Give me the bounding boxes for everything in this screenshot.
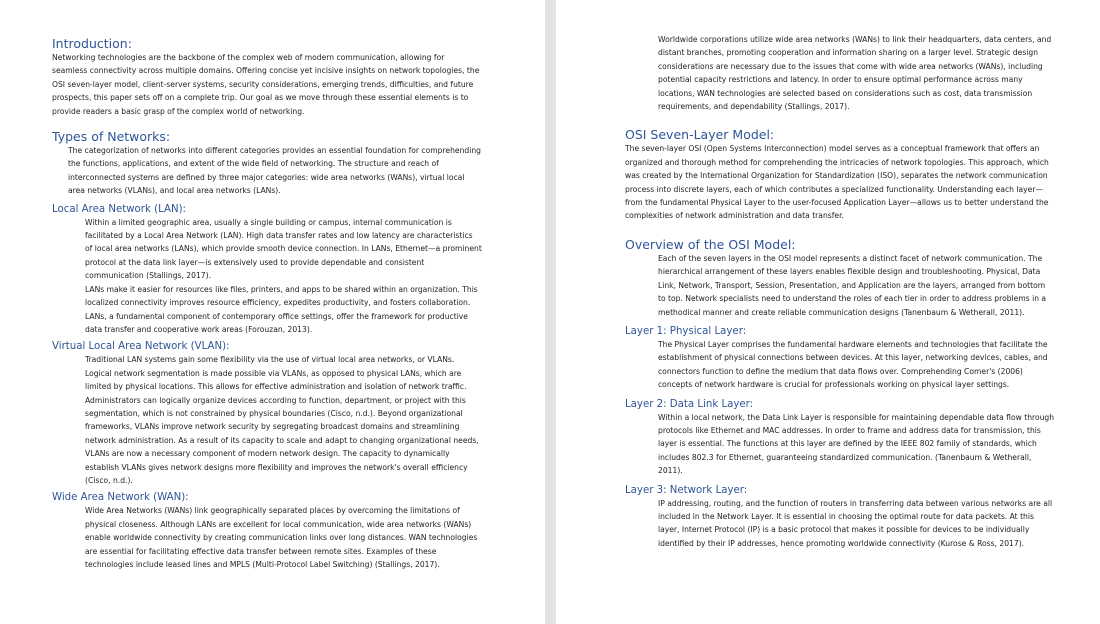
layer1-heading: Layer 1: Physical Layer: bbox=[625, 325, 747, 337]
layer2-heading: Layer 2: Data Link Layer: bbox=[625, 398, 754, 410]
layer3-paragraph: IP addressing, routing, and the function of routers in transferring data between various networks are all included in the Network Layer. It is essential in choosing the optimal route for data packets. At this layer, Internet Protocol (IP) is a basic protocol that makes it possible for devices to be individually identified by their IP addresses, hence promoting worldwide connectivity (Kurose & Ross, 2017). bbox=[658, 498, 1053, 548]
layer2-paragraph: Within a local network, the Data Link Layer is responsible for maintaining dependable data flow through protocols like Ethernet and MAC addresses. In order to frame and address data for transmission, this layer is essential. The functions at this layer are defined by the IEEE 802 family of standards, which includes 802.3 for Ethernet, guaranteeing standardized communication. (Tanenbaum & Wetherall, 2011). bbox=[658, 412, 1055, 476]
document-page-right bbox=[556, 0, 1100, 624]
layer3-heading: Layer 3: Network Layer: bbox=[625, 484, 748, 496]
osi-seven-layer-paragraph: The seven-layer OSI (Open Systems Interconnection) model serves as a conceptual framework that offers an organized and thorough method for comprehending the intricacies of network topologies. This approach, which was created by the International Organization for Standardization (ISO), separates the network communication process into discrete layers, each of which contributes a specialized functionality. Understanding each layer—from the fundamental Physical Layer to the user-focused Application Layer—allows us to better understand the complexities of network administration and data transfer. bbox=[625, 144, 1049, 221]
introduction-heading: Introduction: bbox=[52, 36, 132, 51]
lan-heading: Local Area Network (LAN): bbox=[52, 203, 186, 215]
osi-overview-heading: Overview of the OSI Model: bbox=[625, 236, 796, 252]
page-gap bbox=[545, 0, 556, 624]
lan-paragraph-1: Within a limited geographic area, usually a single building or campus, internal communication is facilitated by a Local Area Network (LAN). High data transfer rates and low latency are characteristics of local area networks (LANs), which provide smooth device connection. In LANs, Ethernet—a prominent protocol at the data link layer—is extensively used to provide dependable and consistent communication (Stallings, 2017). bbox=[85, 217, 482, 281]
types-of-networks-paragraph: The categorization of networks into different categories provides an essential foundation for comprehending the functions, applications, and extent of the wide field of networking. The structure and reach of interconnected systems are defined by three major categories: wide area networks (WANs), virtual local area networks (VLANs), and local area networks (LANs). bbox=[68, 146, 481, 196]
types-of-networks-heading: Types of Networks: bbox=[52, 129, 171, 145]
introduction-paragraph: Networking technologies are the backbone of the complex web of modern communication, allowing for seamless connectivity across multiple domains. Offering concise yet incisive insights on network topologies, the OSI seven-layer model, client-server systems, security considerations, emerging trends, difficulties, and future prospects, this paper sets off on a complete trip. Our goal as we move through these essential elements is to provide readers a basic grasp of the complex world of networking. bbox=[52, 53, 480, 116]
wan-heading: Wide Area Network (WAN): bbox=[52, 492, 189, 504]
wan-paragraph: Wide Area Networks (WANs) link geographically separated places by overcoming the limitations of physical closeness. Although LANs are excellent for local communication, wide area networks (WANs) enable worldwide connectivity by creating communication links over long distances. WAN technologies are essential for facilitating effective data transfer between remote sites. Examples of these technologies include leased lines and MPLS (Multi-Protocol Label Switching) (Stallings, 2017). bbox=[85, 506, 478, 569]
wan-continued-paragraph: Worldwide corporations utilize wide area networks (WANs) to link their headquarters, data centers, and distant branches, promoting cooperation and information sharing on a larger level. Strategic design considerations are necessary due to the issues that come with wide area networks (WANs), including potential capacity restrictions and latency. In order to ensure optimal performance across many locations, WAN technologies are selected based on considerations such as cost, data transmission requirements, and dependability (Stallings, 2017). bbox=[658, 35, 1052, 112]
vlan-heading: Virtual Local Area Network (VLAN): bbox=[52, 341, 230, 353]
vlan-paragraph: Traditional LAN systems gain some flexibility via the use of virtual local area networks, or VLANs. Logical network segmentation is made possible via VLANs, as opposed to physical LANs, which are limited by physical locations. This allows for effective administration and isolation of network traffic. Administrators can logically organize devices according to function, department, or project with this segmentation, which is not constrained by physical boundaries (Cisco, n.d.). Beyond organizational frameworks, VLANs improve network security by segregating broadcast domains and streamlining network administration. As a result of its capacity to scale and adapt to changing organizational needs, VLANs are now a necessary component of modern network design. The capacity to dynamically establish VLANs gives network designs more flexibility and improves the network's overall efficiency (Cisco, n.d.). bbox=[85, 355, 479, 485]
document-page-left bbox=[0, 0, 545, 624]
page-left-content bbox=[52, 0, 482, 571]
osi-seven-layer-heading: OSI Seven-Layer Model: bbox=[625, 127, 775, 143]
lan-paragraph-2: LANs make it easier for resources like files, printers, and apps to be shared within an organization. This localized connectivity improves resource efficiency, expedites productivity, and fosters collaboration. LANs, a fundamental component of contemporary office settings, offer the framework for productive data transfer and cooperative work areas (Forouzan, 2013). bbox=[85, 284, 478, 334]
layer1-paragraph: The Physical Layer comprises the fundamental hardware elements and technologies that facilitate the establishment of physical connections between devices. At this layer, networking devices, cables, and connectors function to define the medium that data flows over. Comprehending Comer's (2006) concepts of network hardware is crucial for professionals working on physical layer settings. bbox=[658, 339, 1048, 390]
page-right-content bbox=[625, 0, 1055, 550]
osi-overview-paragraph: Each of the seven layers in the OSI model represents a distinct facet of network communication. The hierarchical arrangement of these layers enables flexible design and troubleshooting. Physical, Data Link, Network, Transport, Session, Presentation, and Application are the layers, arranged from bottom to top. Network specialists need to understand the roles of each tier in order to address problems in a methodical manner and create reliable communication designs (Tanenbaum & Wetherall, 2011). bbox=[658, 253, 1047, 317]
